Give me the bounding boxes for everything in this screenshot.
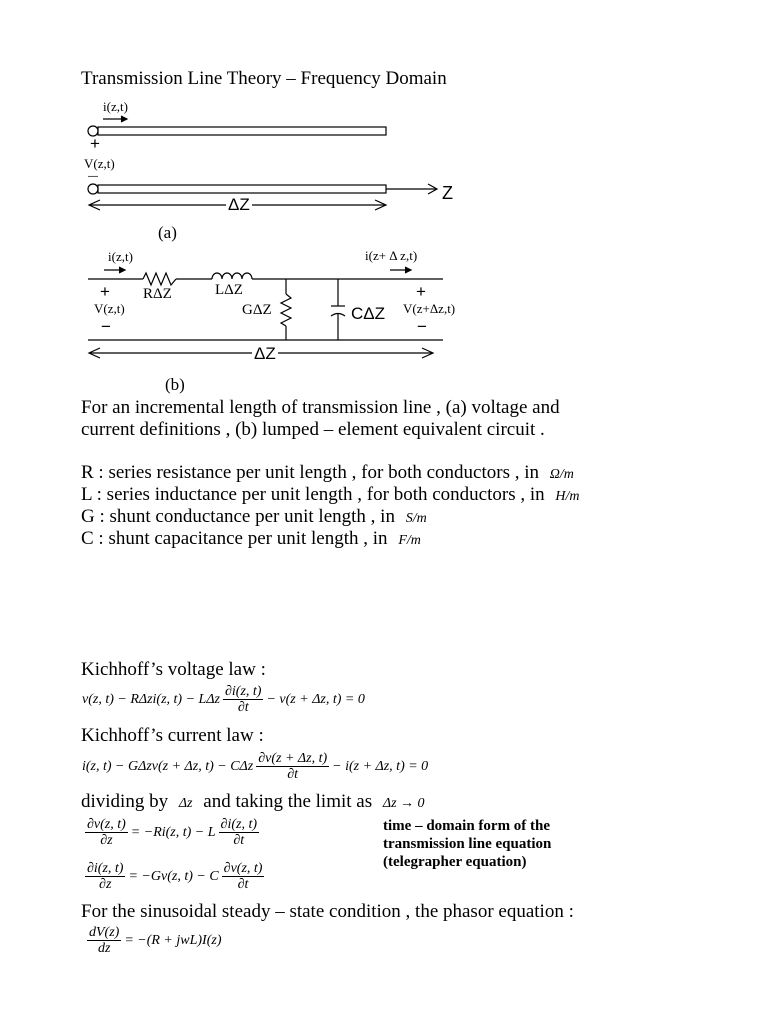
current-out-label: i(z+ Δ z,t): [365, 248, 418, 263]
telegrapher-equation-2: $\frac{\partial i(z, t)}{\partial z}$ = −Gv(z, t) − C $\frac{\partial v(z, t)}{\partial t}$: [87, 861, 263, 892]
caption-a: (a): [158, 223, 177, 242]
figure-a: [88, 116, 437, 210]
telegrapher-equation-1: $\frac{\partial v(z, t)}{\partial z}$ = −Ri(z, t) − L $\frac{\partial i(z, t)}{\partial t}$: [87, 817, 258, 848]
conductance-label: GΔZ: [242, 302, 272, 318]
phasor-heading: For the sinusoidal steady – state condition , the phasor equation :: [81, 901, 574, 922]
length-label-a: ΔZ: [228, 195, 250, 214]
z-axis-label: Z: [442, 183, 453, 203]
kcl-heading: Kichhoff’s current law :: [81, 725, 264, 746]
definition-g: G : shunt conductance per unit length , in S/m: [81, 506, 427, 527]
length-label-b: ΔZ: [254, 344, 276, 363]
definition-r: R : series resistance per unit length , for both conductors , in Ω/m: [81, 462, 574, 483]
current-label-a: i(z,t): [103, 99, 128, 114]
plus-sign-a: +: [90, 134, 100, 153]
voltage-out-label: V(z+Δz,t): [403, 301, 456, 316]
current-in-label: i(z,t): [108, 249, 133, 264]
figure-description-line-1: For an incremental length of transmission line , (a) voltage and: [81, 397, 560, 418]
unit-c: F/m: [398, 533, 421, 548]
inductor-symbol: [212, 273, 252, 279]
conductor-bottom: [98, 185, 386, 193]
unit-r: Ω/m: [549, 467, 574, 482]
resistor-label: RΔZ: [143, 286, 172, 302]
unit-g: S/m: [405, 511, 427, 526]
minus-sign-left: −: [101, 317, 111, 336]
conductance-symbol: [281, 294, 291, 326]
resistor-symbol: [143, 273, 176, 285]
page-title: Transmission Line Theory – Frequency Domain: [81, 68, 447, 89]
kvl-equation: v(z, t) − RΔzi(z, t) − LΔz $\frac{\partial i(z, t)}{\partial t}$ − v(z + Δz, t) = 0: [82, 684, 365, 715]
terminal-a-bottom: [88, 184, 98, 194]
voltage-label-a: V(z,t): [84, 156, 115, 171]
conductor-top: [98, 127, 386, 135]
minus-sign-a: —: [88, 171, 98, 182]
definition-c: C : shunt capacitance per unit length , in F/m: [81, 528, 421, 549]
caption-b: (b): [165, 375, 185, 394]
limit-statement: dividing by Δz and taking the limit as Δz → 0: [81, 791, 425, 812]
plus-sign-left: +: [100, 282, 110, 301]
minus-sign-right: −: [417, 317, 427, 336]
voltage-in-label: V(z,t): [94, 301, 125, 316]
transmission-line-diagram: [0, 0, 768, 400]
capacitor-label: CΔZ: [351, 304, 386, 323]
phasor-equation: $\frac{dV(z)}{dz}$ = −(R + jwL)I(z): [89, 925, 222, 956]
telegrapher-note: time – domain form of the transmission line equation (telegrapher equation): [383, 818, 552, 870]
definition-l: L : series inductance per unit length , for both conductors , in H/m: [81, 484, 580, 505]
kcl-equation: i(z, t) − GΔzv(z + Δz, t) − CΔz $\frac{\partial v(z + \Delta z, t)}{\partial t}$ − i(z + Δz, t) = 0: [82, 751, 429, 782]
figure-description-line-2: current definitions , (b) lumped – element equivalent circuit .: [81, 419, 545, 440]
inductor-label: LΔZ: [215, 282, 243, 298]
plus-sign-right: +: [416, 282, 426, 301]
kvl-heading: Kichhoff’s voltage law :: [81, 659, 266, 680]
unit-l: H/m: [555, 489, 580, 504]
